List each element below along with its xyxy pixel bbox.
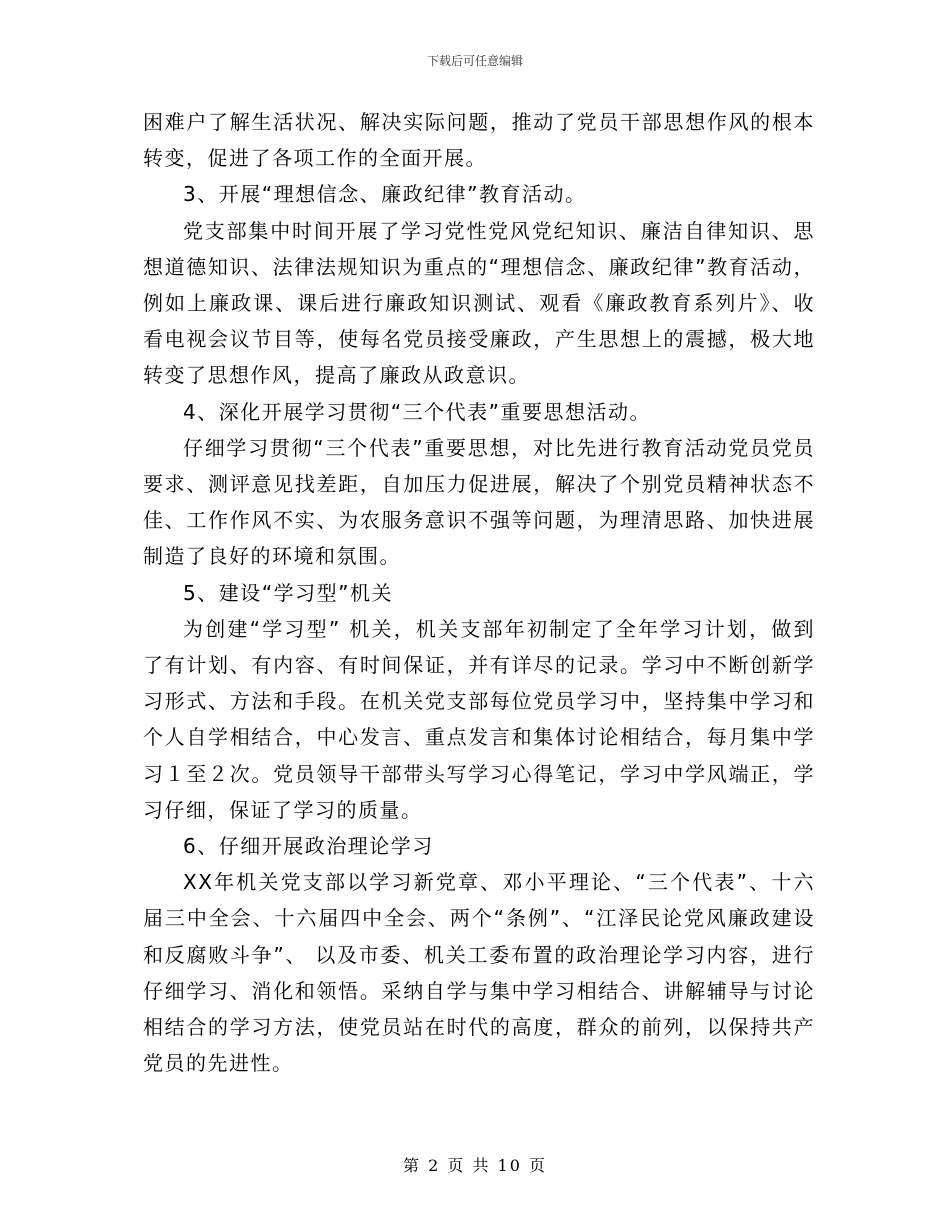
paragraph: 为创建“学习型” 机关，机关支部年初制定了全年学习计划，做到了有计划、有内容、有时间保证，并有详尽的记录。学习中不断创新学习形式、方法和手段。在机关党支部每位党员学习中，坚持集中学习和个人自学相结合，中心发言、重点发言和集体讨论相结合，每月集中学习１至２次。党员领导干部带头写学习心得笔记，学习中学风端正，学习仔细，保证了学习的质量。	[143, 616, 815, 822]
paragraph: 仔细学习贯彻“三个代表”重要思想，对比先进行教育活动党员党员要求、测评意见找差距，自加压力促进展，解决了个别党员精神状态不佳、工作作风不实、为农服务意识不强等问题，为理清思路、加快进展制造了良好的环境和氛围。	[143, 435, 815, 569]
section-heading: 3、开展“理想信念、廉政纪律”教育活动。	[183, 182, 587, 207]
page-number: 第 2 页 共 10 页	[403, 1156, 547, 1175]
document-body	[143, 104, 815, 1081]
paragraph: 困难户了解生活状况、解决实际问题，推动了党员干部思想作风的根本转变，促进了各项工作的全面开展。	[143, 110, 815, 171]
section-heading: 4、深化开展学习贯彻“三个代表”重要思想活动。	[183, 399, 651, 424]
section-heading: 5、建设“学习型”机关	[183, 580, 393, 605]
section-heading: 6、仔细开展政治理论学习	[183, 834, 434, 859]
page-header: 下载后可任意编辑	[426, 54, 523, 68]
paragraph: XX年机关党支部以学习新党章、邓小平理论、“三个代表”、十六届三中全会、十六届四中全会、两个“条例”、“江泽民论党风廉政建设和反腐败斗争”、 以及市委、机关工委布置的政治理论学习内容，进行仔细学习、消化和领悟。采纳自学与集中学习相结合、讲解辅导与讨论相结合的学习方法，使党员站在时代的高度，群众的前列，以保持共产党员的先进性。	[143, 870, 815, 1076]
paragraph: 党支部集中时间开展了学习党性党风党纪知识、廉洁自律知识、思想道德知识、法律法规知识为重点的“理想信念、廉政纪律”教育活动，例如上廉政课、课后进行廉政知识测试、观看《廉政教育系列片》、收看电视会议节目等，使每名党员接受廉政，产生思想上的震撼，极大地转变了思想作风，提高了廉政从政意识。	[143, 218, 815, 388]
